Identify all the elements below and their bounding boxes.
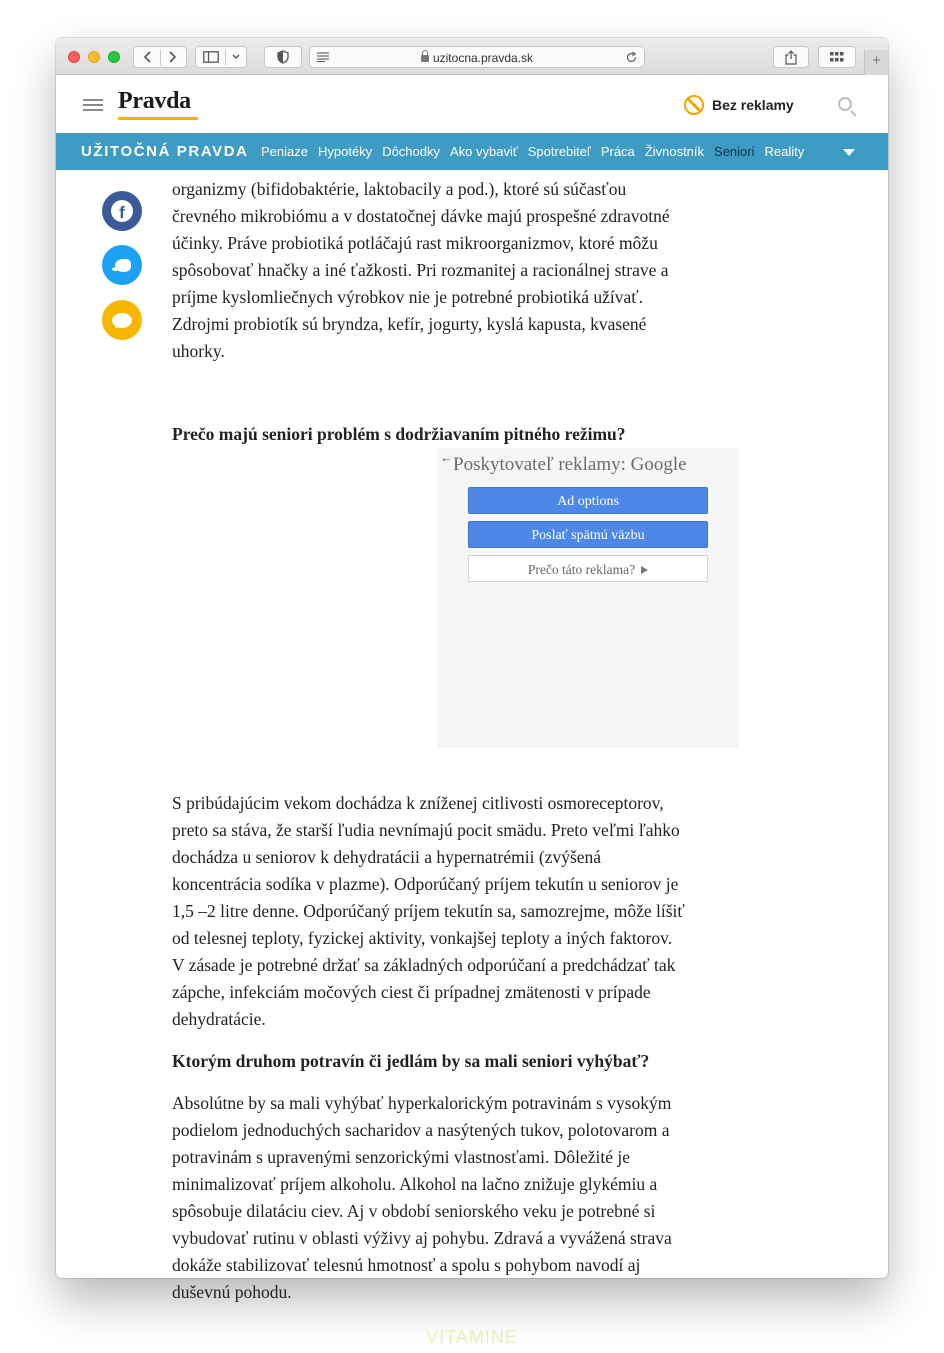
ad-why-label: Prečo táto reklama? <box>527 562 636 577</box>
sidebar-toggle-button[interactable] <box>195 46 247 68</box>
back-button[interactable] <box>134 51 160 63</box>
text-line: podielom jednoduchých sacharidov a nasýtených tukov, polotovarom a <box>172 1120 670 1140</box>
tab-overview-button[interactable] <box>818 46 856 68</box>
watermark: VITAMINE <box>426 1327 518 1347</box>
address-bar[interactable] <box>309 46 645 68</box>
text-line: minimalizovať príjem alkoholu. Alkohol na lačno znižuje glykémiu a <box>172 1174 658 1194</box>
ad-provider-title: Poskytovateľ reklamy: Google <box>453 454 687 475</box>
sidebar-icon <box>203 51 219 63</box>
nav-item-zivnostnik[interactable]: Živnostník <box>644 144 705 159</box>
chevron-down-icon <box>232 54 240 60</box>
browser-toolbar <box>56 38 888 75</box>
nav-item-spotrebitel[interactable]: Spotrebiteľ <box>527 144 591 159</box>
ad-container <box>438 448 738 748</box>
ad-back-icon[interactable]: ← <box>440 450 453 465</box>
text-line: dokáže stabilizovať telesnú hmotnosť a spolu s pohybom navodí aj <box>172 1255 641 1275</box>
plus-icon: + <box>872 52 881 69</box>
search-icon[interactable] <box>838 97 852 111</box>
comment-icon <box>112 313 132 328</box>
ad-feedback-button[interactable]: Poslať spätnú väzbu <box>468 521 708 548</box>
url-label: uzitocna.pravda.sk <box>432 51 534 65</box>
nav-item-seniori[interactable]: Seniori <box>714 144 755 159</box>
ad-why-button[interactable] <box>468 555 708 582</box>
reload-icon[interactable] <box>625 51 638 64</box>
text-line: preto sa stáva, že starší ľudia nevnímajú pocit smädu. Preto veľmi ľahko <box>172 820 680 840</box>
no-ads-label: Bez reklamy <box>712 97 794 113</box>
text-line: V zásade je potrebné držať sa základných odporúčaní a predchádzať tak <box>172 955 676 975</box>
nav-item-hypoteky[interactable]: Hypotéky <box>317 144 373 159</box>
url-text <box>310 51 644 65</box>
paragraph-probiotics <box>172 176 772 365</box>
twitter-share-button[interactable] <box>102 245 142 285</box>
text-line: spôsobuje dilatáciu ciev. Aj v období seniorského veku je potrebné si <box>172 1201 656 1221</box>
shield-icon <box>277 50 289 64</box>
chevron-left-icon <box>143 51 151 63</box>
zoom-window-button[interactable] <box>108 51 120 63</box>
nav-item-praca[interactable]: Práca <box>600 144 635 159</box>
article-viewport <box>56 170 888 1302</box>
text-line: koncentrácia sodíka v plazme). Odporúčaný príjem tekutín u seniorov je <box>172 874 679 894</box>
play-icon <box>641 566 648 574</box>
nav-item-peniaze[interactable]: Peniaze <box>261 144 308 159</box>
logo-underline <box>118 117 198 120</box>
grid-icon <box>830 52 844 62</box>
nav-item-ako-vybavit[interactable]: Ako vybaviť <box>450 144 518 159</box>
facebook-icon: f <box>111 200 133 222</box>
share-page-button[interactable] <box>773 46 809 68</box>
heading-drinking-regime: Prečo majú seniori problém s dodržiavaním pitného režimu? <box>172 424 626 444</box>
privacy-report-button[interactable] <box>264 46 302 68</box>
no-ads-icon <box>684 95 704 115</box>
text-line: uhorky. <box>172 341 225 361</box>
text-line: črevného mikrobiómu a v dostatočnej dávke majú prospešné zdravotné <box>172 206 670 226</box>
new-tab-button[interactable] <box>864 50 888 75</box>
twitter-icon <box>112 257 132 273</box>
section-nav <box>56 133 888 170</box>
nav-items <box>261 144 814 159</box>
text-line: Zdrojmi probiotík sú bryndza, kefír, jogurty, kyslá kapusta, kvasené <box>172 314 647 334</box>
text-line: Absolútne by sa mali vyhýbať hyperkalorickým potravinám s vysokým <box>172 1093 672 1113</box>
text-line: dochádza u seniorov k dehydratácii a hypernatrémii (zvýšená <box>172 847 602 867</box>
text-line: zápche, infekciám močových ciest či prípadnej zmätenosti v prípade <box>172 982 651 1002</box>
paragraph-foods <box>172 1090 772 1306</box>
text-line: 1,5 –2 litre denne. Odporúčaný príjem tekutín sa, samozrejme, môže líšiť <box>172 901 685 921</box>
no-ads-link[interactable] <box>684 95 794 115</box>
lock-icon <box>421 55 429 62</box>
text-line: spôsobovať hnačky a iné ťažkosti. Pri rozmanitej a racionálnej strave a <box>172 260 669 280</box>
close-window-button[interactable] <box>68 51 80 63</box>
hamburger-menu-icon[interactable] <box>83 99 103 112</box>
pravda-logo[interactable]: Pravda <box>118 88 191 114</box>
section-brand[interactable]: UŽITOČNÁ PRAVDA <box>81 143 249 160</box>
forward-button[interactable] <box>160 51 186 63</box>
comments-button[interactable] <box>102 300 142 340</box>
text-line: príjme kyslomliečnych výrobkov nie je potrebné probiotiká užívať. <box>172 287 644 307</box>
ad-options-button[interactable]: Ad options <box>468 487 708 514</box>
nav-more-icon[interactable] <box>843 149 855 156</box>
share-icon <box>785 50 797 65</box>
site-header <box>56 75 888 133</box>
text-line: S pribúdajúcim vekom dochádza k zníženej citlivosti osmoreceptorov, <box>172 793 664 813</box>
nav-item-dochodky[interactable]: Dôchodky <box>382 144 440 159</box>
paragraph-dehydration <box>172 790 772 1033</box>
back-forward-buttons <box>133 46 187 68</box>
text-line: vybudovať rutinu v oblasti výživy aj pohybu. Zdravá a vyvážená strava <box>172 1228 672 1248</box>
minimize-window-button[interactable] <box>88 51 100 63</box>
browser-window <box>56 38 888 1302</box>
chevron-right-icon <box>169 51 177 63</box>
text-line: účinky. Práve probiotiká potláčajú rast mikroorganizmov, ktoré môžu <box>172 233 658 253</box>
text-line: potravinám s upravenými senzorickými vlastnosťami. Dôležité je <box>172 1147 630 1167</box>
text-line: duševnú pohodu. <box>172 1282 292 1302</box>
text-line: dehydratácie. <box>172 1009 266 1029</box>
nav-item-reality[interactable]: Reality <box>764 144 805 159</box>
facebook-share-button[interactable] <box>102 191 142 231</box>
text-line: od telesnej teploty, fyzickej aktivity, vonkajšej teploty a iných faktorov. <box>172 928 673 948</box>
heading-foods-to-avoid: Ktorým druhom potravín či jedlám by sa mali seniori vyhýbať? <box>172 1051 650 1071</box>
text-line: organizmy (bifidobaktérie, laktobacily a pod.), ktoré sú súčasťou <box>172 179 627 199</box>
